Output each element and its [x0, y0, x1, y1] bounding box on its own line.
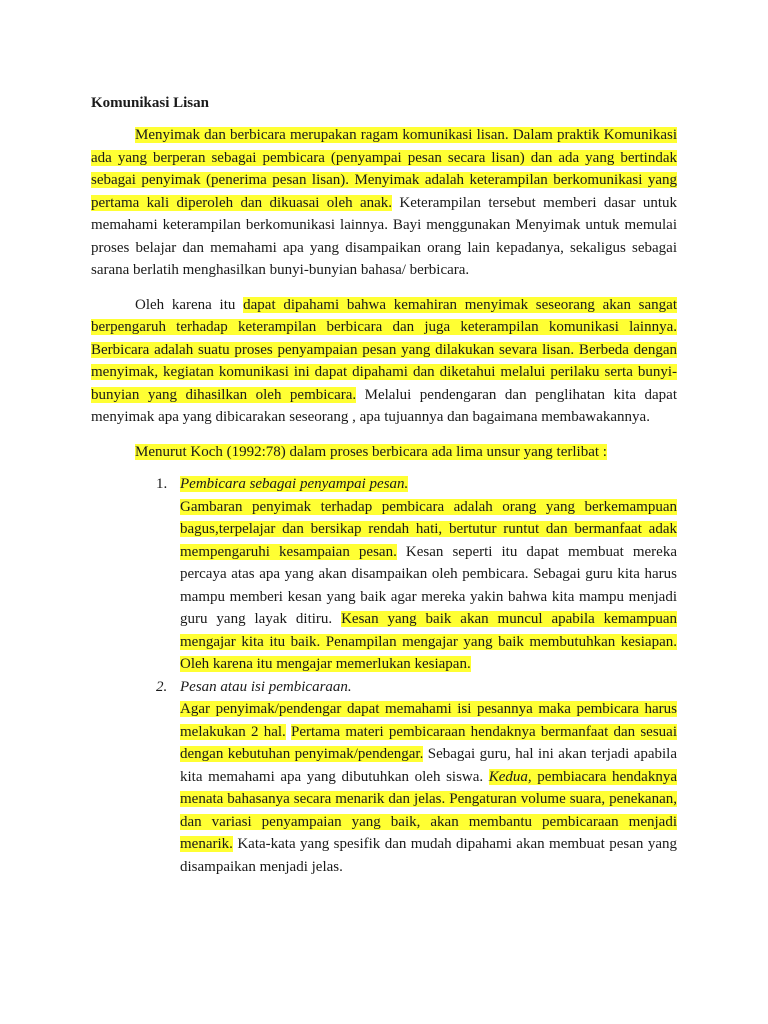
element-list [91, 473, 677, 878]
paragraph-1 [91, 124, 677, 282]
list-item [156, 473, 677, 676]
list-item [156, 676, 677, 879]
highlighted-text: Agar penyimak/pendengar dapat memahami isi pesannya maka pembicara harus melakukan 2 hal. [180, 701, 677, 740]
highlighted-text: dapat dipahami bahwa kemahiran menyimak seseorang akan sangat berpengaruh terhadap keterampilan berbicara dan juga keterampilan komunikasi lainnya. [91, 296, 677, 335]
highlighted-text: Kesan yang baik akan muncul apabila kemampuan mengajar kita itu baik. Penampilan mengajar yang baik membutuhkan kesiapan. Oleh karena itu mengajar memerlukan kesiapan. [180, 611, 677, 672]
body-text: Oleh karena itu [135, 296, 244, 313]
highlighted-text: Menurut Koch (1992:78) dalam proses berbicara ada lima unsur yang terlibat : [135, 443, 607, 460]
list-number: 1. [156, 476, 168, 492]
body-text: Keterampilan tersebut memberi dasar untuk memahami keterampilan berkomunikasi lainnya. Bayi menggunakan Menyimak untuk memulai proses belajar dan memahami apa yang disampaikan orang lain kepadanya, sekaligus sebagai sarana berlatih menghasilkan bunyi-bunyian bahasa/ berbicara. [91, 194, 677, 278]
body-text: Sebagai guru, hal ini akan terjadi apabila kita memahami apa yang dibutuhkan oleh siswa. [180, 746, 677, 785]
list-intro [91, 441, 677, 464]
paragraph-2 [91, 294, 677, 429]
highlighted-text: Berbicara adalah suatu proses penyampaian pesan yang dilakukan sevara lisan. Berbeda dengan menyimak, kegiatan komunikasi ini dapat dipahami dan diketahui melalui perilaku serta bunyi-bunyian yang dihasilkan oleh pembicara. [91, 341, 677, 403]
highlighted-text: Gambaran penyimak terhadap pembicara adalah orang yang berkemampuan bagus,terpelajar dan bersikap rendah hati, bertutur runtut dan bermanfaat adak mempengaruhi kesampaian pesan. [180, 498, 677, 560]
document-title: Komunikasi Lisan [91, 95, 209, 111]
highlighted-text: Pertama materi pembicaraan hendaknya bermanfaat dan sesuai dengan kebutuhan penyimak/pendengar. [180, 723, 677, 762]
list-number: 2. [156, 678, 168, 695]
body-text: Kata-kata yang spesifik dan mudah dipahami akan membuat pesan yang disampaikan menjadi jelas. [180, 836, 677, 875]
item-title: Pesan atau isi pembicaraan. [180, 678, 352, 695]
document-content [91, 92, 677, 878]
emphasis-text: Kedua, [488, 768, 532, 785]
body-text: Melalui pendengaran dan penglihatan kita dapat menyimak apa yang dibicarakan seseorang , apa tujuannya dan bagaimana membawakannya. [91, 386, 677, 425]
highlighted-text: Menyimak dan berbicara merupakan ragam komunikasi lisan. Dalam praktik Komunikasi ada yang berperan sebagai pembicara (penyampai pesan secara lisan) dan ada yang bertindak sebagai penyimak (penerima pesan lisan). Menyimak adalah keterampilan berkomunikasi yang pertama kali diperoleh dan dikuasai oleh anak. [91, 127, 677, 211]
body-text: Kesan seperti itu dapat membuat mereka percaya atas apa yang akan disampaikan oleh pembicara. Sebagai guru kita harus mampu memberi kesan yang baik agar mereka yakin bahwa kita mampu menjadi guru yang layak ditiru. [180, 543, 677, 627]
highlighted-text: pembiacara hendaknya menata bahasanya secara menarik dan jelas. Pengaturan volume suara, penekanan, dan variasi penyampaian yang baik, akan membantu pembicaraan menjadi menarik. [180, 768, 677, 852]
item-title: Pembicara sebagai penyampai pesan. [180, 476, 409, 492]
